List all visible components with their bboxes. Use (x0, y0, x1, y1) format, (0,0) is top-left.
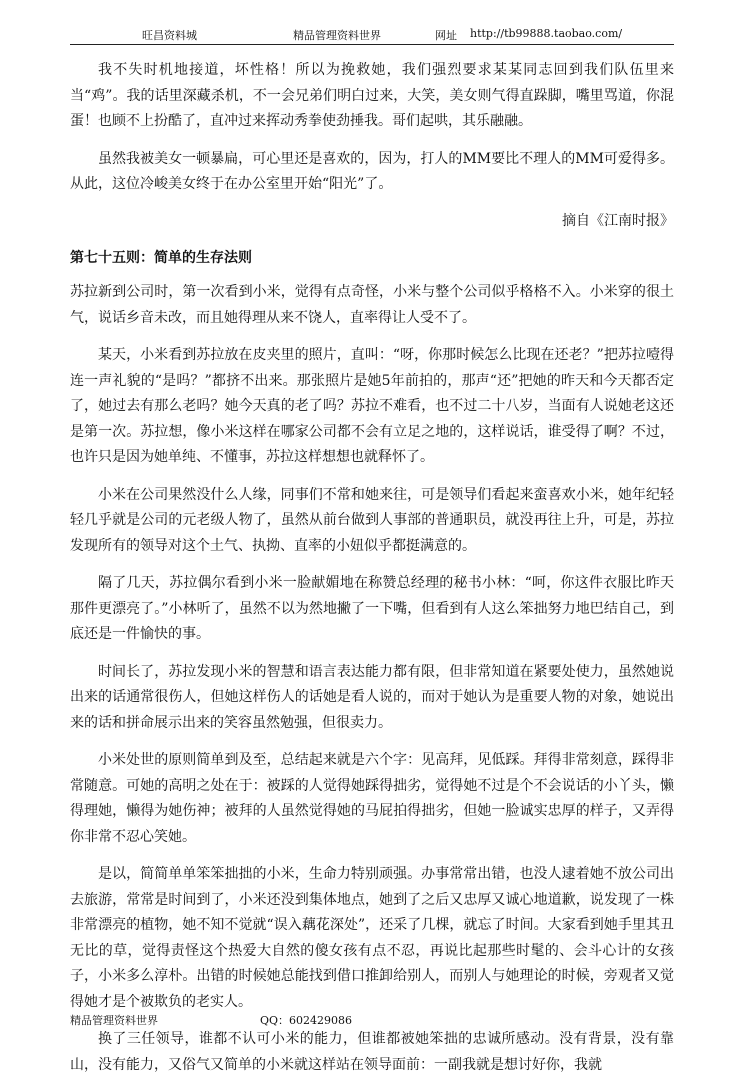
document-body (70, 58, 674, 1078)
paragraph: 隔了几天，苏拉偶尔看到小米一脸献媚地在称赞总经理的秘书小林：“呵，你这件衣服比昨天那件更漂亮了。”小林听了，虽然不以为然地撇了一下嘴，但看到有人这么笨拙努力地巴结自己，到底还是一件愉快的事。 (70, 575, 674, 642)
header-site-2: 精品管理资料世界 (293, 29, 381, 42)
paragraph: 虽然我被美女一顿暴扁，可心里还是喜欢的，因为，打人的MM要比不理人的MM可爱得多。从此，这位冷峻美女终于在办公室里开始“阳光”了。 (70, 150, 674, 192)
page-header (70, 22, 674, 45)
footer-site: 精品管理资料世界 (70, 1014, 158, 1027)
paragraph: 某天，小米看到苏拉放在皮夹里的照片，直叫：“呀，你那时候怎么比现在还老？”把苏拉噎得连一声礼貌的“是吗？”都挤不出来。那张照片是她5年前拍的，那声“还”把她的昨天和今天都否定了，她过去有那么老吗？她今天真的老了吗？苏拉不难看，也不过二十八岁，当面有人说她老这还是第一次。苏拉想，像小米这样在哪家公司都不会有立足之地的，这样说话，谁受得了啊？不过，也许只是因为她单纯、不懂事，苏拉这样想想也就释怀了。 (70, 347, 674, 465)
footer-qq: QQ：602429086 (260, 1014, 353, 1027)
paragraph: 换了三任领导，谁都不认可小米的能力，但谁都被她笨拙的忠诚所感动。没有背景，没有靠山，没有能力，又俗气又简单的小米就这样站在领导面前：一副我就是想讨好你，我就 (70, 1031, 674, 1073)
paragraph: 时间长了，苏拉发现小米的智慧和语言表达能力都有限，但非常知道在紧要处使力，虽然她说出来的话通常很伤人，但她这样伤人的话她是看人说的，而对于她认为是重要人物的对象，她说出来的话和拼命展示出来的笑容虽然勉强，但很卖力。 (70, 663, 674, 731)
paragraph: 我不失时机地接道，坏性格！所以为挽救她，我们强烈要求某某同志回到我们队伍里来当“鸡”。我的话里深藏杀机，不一会兄弟们明白过来，大笑，美女则气得直跺脚，嘴里骂道，你混蛋！也顾不上扮酷了，直冲过来挥动秀拳使劲捶我。哥们起哄，其乐融融。 (70, 62, 674, 129)
section-title: 第七十五则：简单的生存法则 (70, 250, 252, 266)
header-url-label: 网址 (435, 29, 457, 42)
paragraph: 小米在公司果然没什么人缘，同事们不常和她来往，可是领导们看起来蛮喜欢小米，她年纪轻轻几乎就是公司的元老级人物了，虽然从前台做到人事部的普通职员，就没再往上升，可是，苏拉发现所有的领导对这个土气、执拗、直率的小妞似乎都挺满意的。 (70, 486, 674, 554)
paragraph: 小米处世的原则简单到及至，总结起来就是六个字：见高拜，见低踩。拜得非常刻意，踩得非常随意。可她的高明之处在于：被踩的人觉得她踩得拙劣，觉得她不过是个不会说话的小丫头，懒得理她，懒得为她伤神；被拜的人虽然觉得她的马屁拍得拙劣，但她一脸诚实忠厚的样子，又弄得你非常不忍心笑她。 (70, 752, 674, 845)
header-url[interactable]: http://tb99888.taobao.com/ (470, 27, 623, 40)
paragraph: 是以，简简单单笨笨拙拙的小米，生命力特别顽强。办事常常出错，也没人逮着她不放公司出去旅游，常常是时间到了，小米还没到集体地点，她到了之后又忠厚又诚心地道歉，说发现了一株非常漂亮的植物，她不知不觉就“误入藕花深处”，还采了几棵，就忘了时间。大家看到她手里其丑无比的草，觉得责怪这个热爱大自然的傻女孩有点不忍，再说比起那些时髦的、会斗心计的女孩子，小米多么淳朴。出错的时候她总能找到借口推卸给别人，而别人与她理论的时候，旁观者又觉得她才是个被欺负的老实人。 (70, 866, 674, 1010)
source-citation: 摘自《江南时报》 (562, 212, 674, 229)
header-site-1: 旺昌资料城 (142, 29, 197, 42)
paragraph: 苏拉新到公司时，第一次看到小米，觉得有点奇怪，小米与整个公司似乎格格不入。小米穿的很土气，说话乡音未改，而且她得理从来不饶人，直率得让人受不了。 (70, 284, 674, 326)
